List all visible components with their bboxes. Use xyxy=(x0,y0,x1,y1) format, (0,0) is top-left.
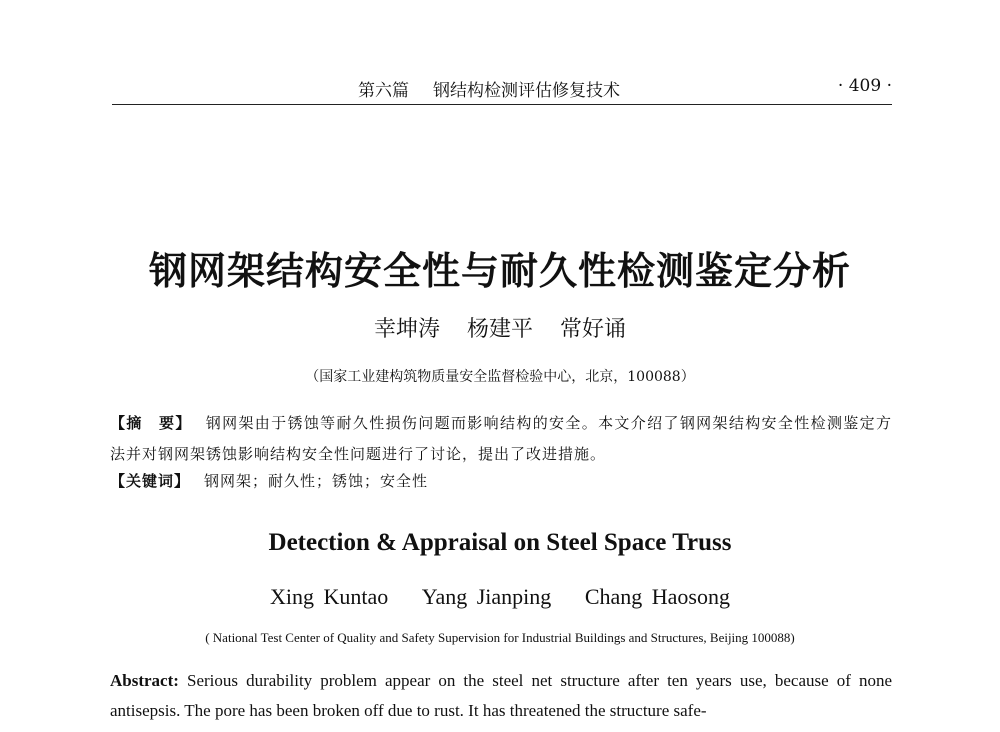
section-heading xyxy=(358,76,620,101)
page-number: · 409 · xyxy=(837,76,892,96)
section-title: 钢结构检测评估修复技术 xyxy=(433,81,620,101)
author-cn: 常好诵 xyxy=(560,317,627,342)
abstract-label-en: Abstract: xyxy=(110,671,179,690)
abstract-text-cn: 钢网架由于锈蚀等耐久性损伤问题而影响结构的安全。本文介绍了钢网架结构安全性检测鉴定方法并对钢网架锈蚀影响结构安全性问题进行了讨论，提出了改进措施。 xyxy=(110,414,892,463)
abstract-en xyxy=(110,666,892,726)
author-en: Xing Kuntao xyxy=(270,584,389,609)
affiliation-cn: （国家工业建构筑物质量安全监督检验中心，北京，100088） xyxy=(305,369,695,385)
abstract-label-cn: 【摘 要】 xyxy=(110,414,192,432)
keywords-text-cn: 钢网架；耐久性；锈蚀；安全性 xyxy=(204,472,429,490)
authors-cn xyxy=(0,312,1000,343)
author-en: Yang Jianping xyxy=(421,584,552,609)
keywords-label-cn: 【关键词】 xyxy=(110,472,191,490)
abstract-cn xyxy=(110,408,892,470)
authors-en xyxy=(0,584,1000,610)
running-header xyxy=(112,76,892,102)
header-rule xyxy=(112,104,892,105)
keywords-cn xyxy=(110,470,428,491)
author-en: Chang Haosong xyxy=(584,584,730,609)
article-title-cn: 钢网架结构安全性与耐久性检测鉴定分析 xyxy=(148,248,851,293)
author-cn: 杨建平 xyxy=(466,317,533,342)
article-title-en: Detection & Appraisal on Steel Space Truss xyxy=(268,529,732,556)
affiliation-en: ( National Test Center of Quality and Safety Supervision for Industrial Buildings and Structures, Beijing 100088) xyxy=(205,630,795,645)
abstract-text-en: Serious durability problem appear on the steel net structure after ten years use, because of none antisepsis. The pore has been broken off due to rust. It has threatened the structure safe- xyxy=(110,671,893,720)
section-number: 第六篇 xyxy=(358,81,409,101)
author-cn: 幸坤涛 xyxy=(373,317,440,342)
